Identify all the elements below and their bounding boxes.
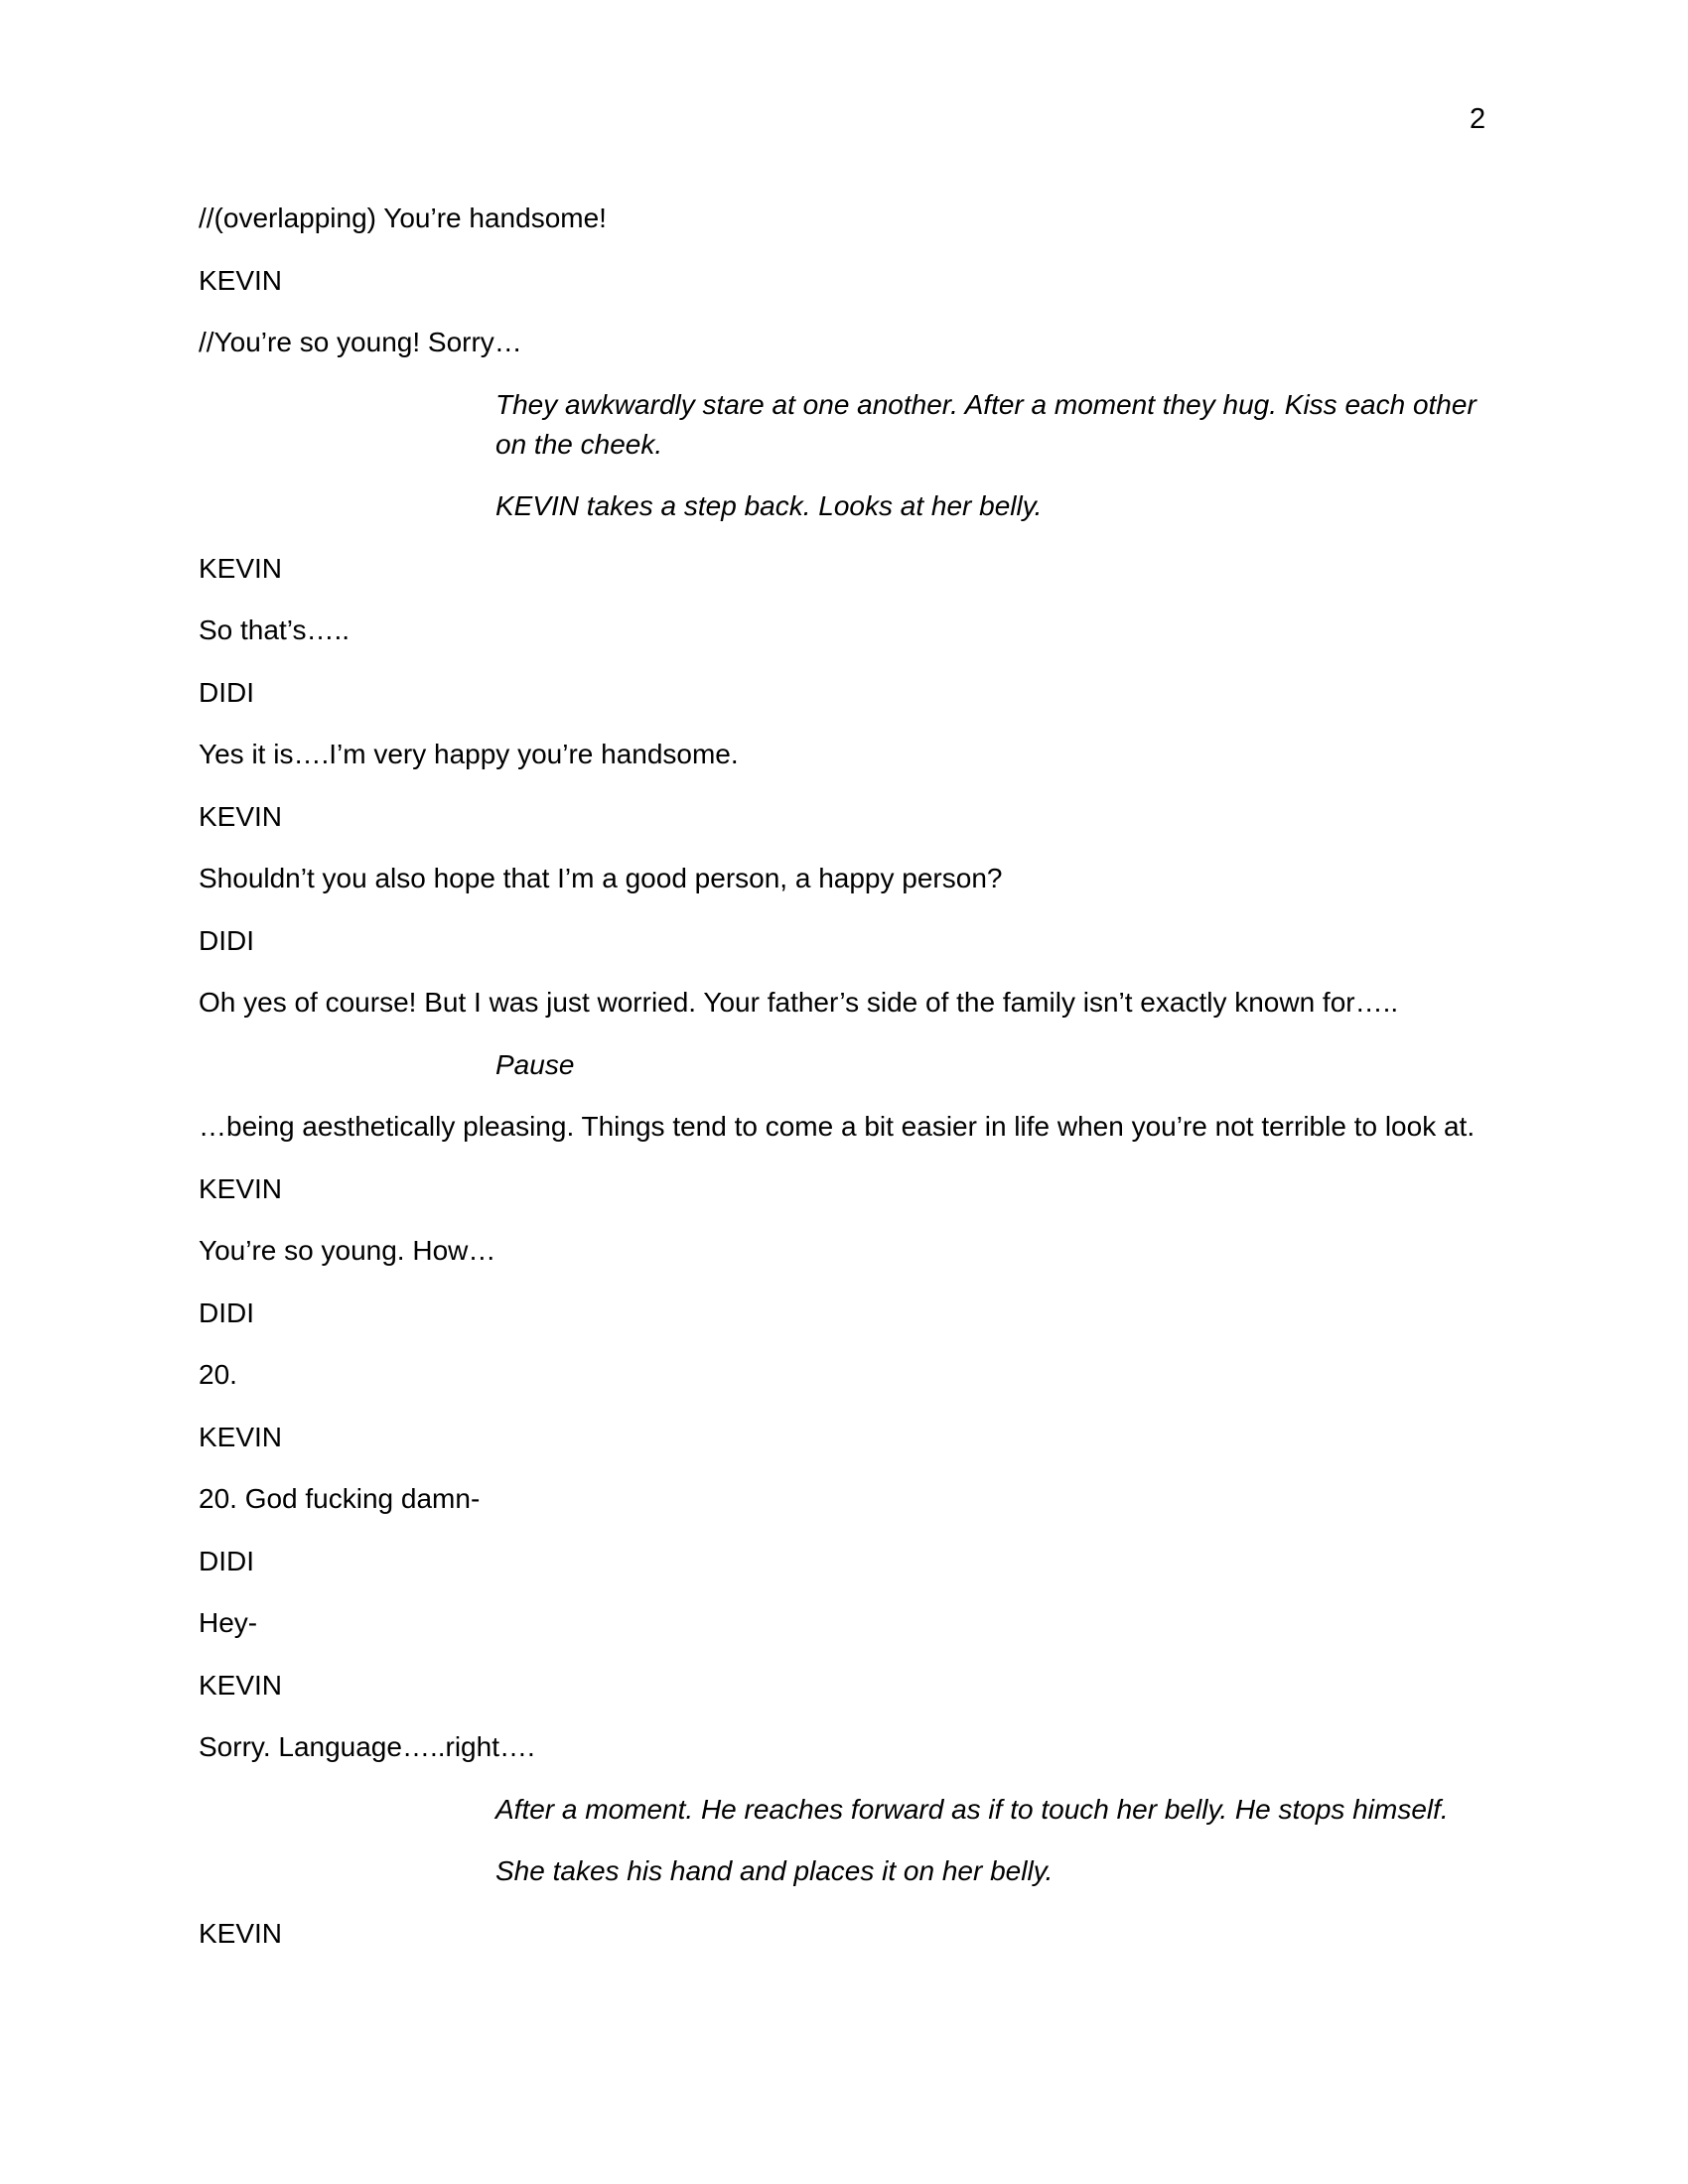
dialogue-line: Hey- xyxy=(199,1607,258,1638)
dialogue-line: 20. God fucking damn- xyxy=(199,1483,481,1514)
dialogue-line: Oh yes of course! But I was just worried. Your father’s side of the family isn’t exactly known for….. xyxy=(199,987,1399,1018)
character-name: KEVIN xyxy=(199,1917,283,1949)
stage-direction: She takes his hand and places it on her belly. xyxy=(495,1855,1054,1886)
stage-direction: They awkwardly stare at one another. After a moment they hug. Kiss each other on the cheek. xyxy=(495,388,1477,460)
character-name: DIDI xyxy=(199,1545,254,1576)
character-name: DIDI xyxy=(199,924,254,956)
dialogue-line: You’re so young. How… xyxy=(199,1235,496,1266)
dialogue-line: …being aesthetically pleasing. Things tend to come a bit easier in life when you’re not terrible to look at. xyxy=(199,1111,1476,1142)
dialogue-line: Sorry. Language…..right…. xyxy=(199,1731,535,1762)
character-name: KEVIN xyxy=(199,552,283,584)
dialogue-line: So that’s….. xyxy=(199,614,351,645)
dialogue-line: Shouldn’t you also hope that I’m a good person, a happy person? xyxy=(199,863,1003,893)
character-name: KEVIN xyxy=(199,1172,283,1204)
stage-direction: KEVIN takes a step back. Looks at her belly. xyxy=(495,490,1043,521)
character-name: KEVIN xyxy=(199,800,283,832)
character-name: DIDI xyxy=(199,676,254,708)
script-body xyxy=(199,199,1489,1976)
character-name: KEVIN xyxy=(199,1421,283,1452)
dialogue-line: //You’re so young! Sorry… xyxy=(199,327,522,357)
stage-direction: Pause xyxy=(495,1048,575,1080)
dialogue-line: //(overlapping) You’re handsome! xyxy=(199,203,607,233)
character-name: DIDI xyxy=(199,1297,254,1328)
character-name: KEVIN xyxy=(199,1669,283,1701)
dialogue-line: Yes it is….I’m very happy you’re handsome. xyxy=(199,739,739,769)
character-name: KEVIN xyxy=(199,264,283,296)
stage-direction: After a moment. He reaches forward as if to touch her belly. He stops himself. xyxy=(495,1793,1449,1825)
dialogue-line: 20. xyxy=(199,1359,237,1390)
page-number: 2 xyxy=(1470,103,1486,135)
